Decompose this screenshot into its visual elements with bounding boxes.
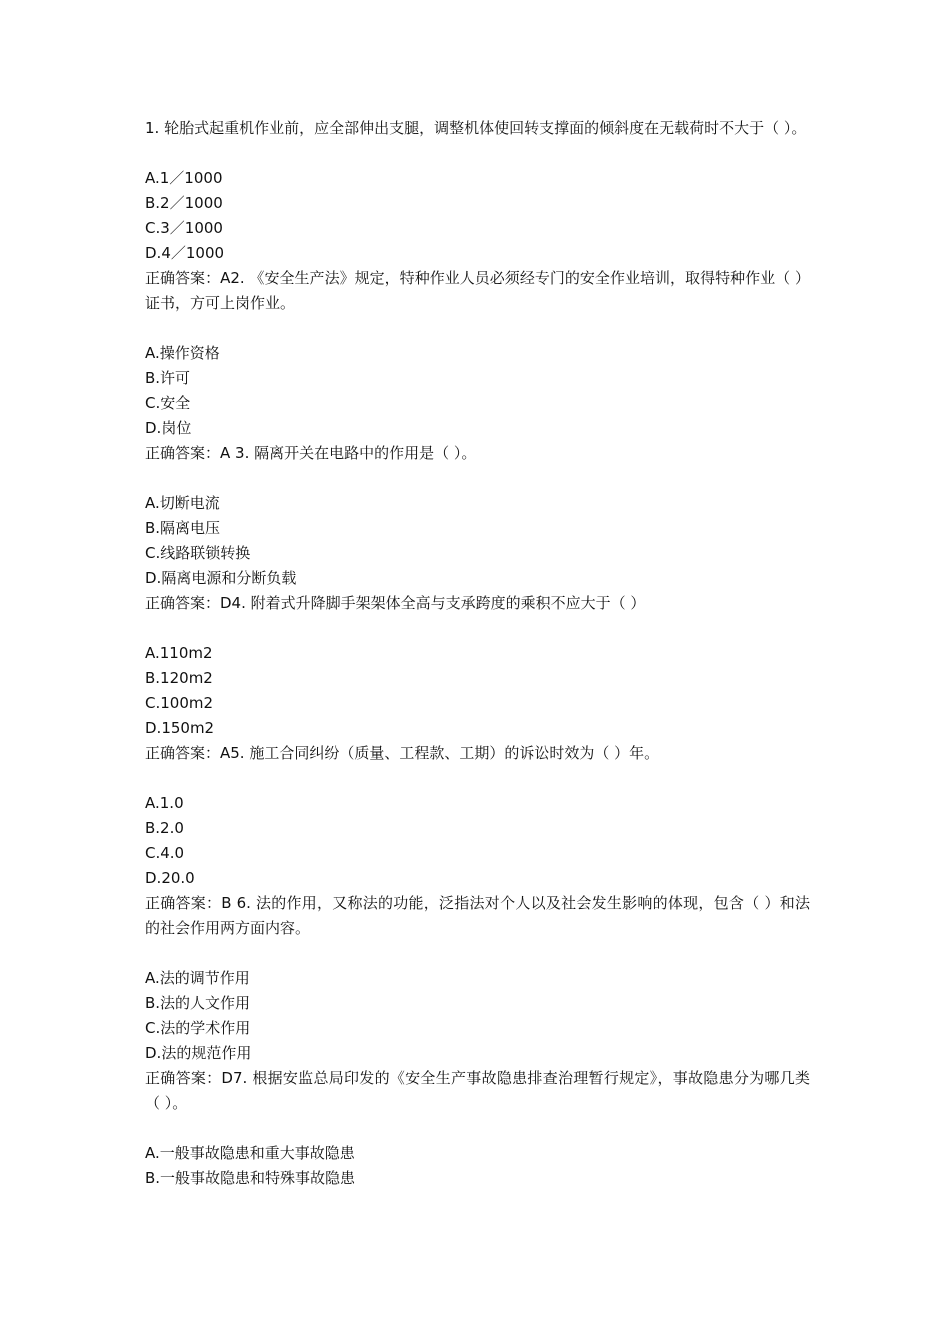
answer-option: C.3／1000 — [145, 219, 223, 237]
answer-option: B.法的人文作用 — [145, 994, 251, 1012]
answer-option: B.隔离电压 — [145, 519, 221, 537]
answer-option: A.1／1000 — [145, 169, 223, 187]
blank-line — [145, 466, 810, 491]
answer-option: A.一般事故隐患和重大事故隐患 — [145, 1144, 355, 1162]
answer-option: C.法的学术作用 — [145, 1019, 251, 1037]
question-text: 正确答案：D4. 附着式升降脚手架架体全高与支承跨度的乘积不应大于（ ） — [145, 594, 646, 612]
answer-option: C.100m2 — [145, 694, 214, 712]
answer-option: D.隔离电源和分断负载 — [145, 569, 297, 587]
answer-option: A.1.0 — [145, 794, 184, 812]
question-text: 正确答案：A 3. 隔离开关在电路中的作用是（ ）。 — [145, 444, 477, 462]
answer-option: D.150m2 — [145, 719, 215, 737]
answer-option: A.110m2 — [145, 644, 213, 662]
question-text: 正确答案：A2. 《安全生产法》规定，特种作业人员必须经专门的安全作业培训，取得特种作业（ ）证书，方可上岗作业。 — [145, 269, 810, 312]
question-text: 1. 轮胎式起重机作业前，应全部伸出支腿，调整机体使回转支撑面的倾斜度在无载荷时不大于（ ）。 — [145, 119, 807, 137]
question-text: 正确答案：B 6. 法的作用，又称法的功能，泛指法对个人以及社会发生影响的体现，包含（ ）和法的社会作用两方面内容。 — [145, 894, 810, 937]
blank-line — [145, 616, 810, 641]
question-text: 正确答案：D7. 根据安监总局印发的《安全生产事故隐患排查治理暂行规定》，事故隐患分为哪几类（ ）。 — [145, 1069, 810, 1112]
answer-option: C.4.0 — [145, 844, 185, 862]
answer-option: C.安全 — [145, 394, 191, 412]
answer-option: A.法的调节作用 — [145, 969, 250, 987]
blank-line — [145, 1116, 810, 1141]
blank-line — [145, 941, 810, 966]
answer-option: B.2／1000 — [145, 194, 223, 212]
answer-option: C.线路联锁转换 — [145, 544, 251, 562]
answer-option: B.许可 — [145, 369, 191, 387]
document-page — [145, 116, 810, 1191]
answer-option: D.4／1000 — [145, 244, 225, 262]
answer-option: B.一般事故隐患和特殊事故隐患 — [145, 1169, 356, 1187]
blank-line — [145, 141, 810, 166]
answer-option: D.法的规范作用 — [145, 1044, 252, 1062]
blank-line — [145, 316, 810, 341]
blank-line — [145, 766, 810, 791]
question-text: 正确答案：A5. 施工合同纠纷（质量、工程款、工期）的诉讼时效为（ ）年。 — [145, 744, 660, 762]
answer-option: D.岗位 — [145, 419, 192, 437]
answer-option: B.2.0 — [145, 819, 184, 837]
answer-option: B.120m2 — [145, 669, 213, 687]
answer-option: A.操作资格 — [145, 344, 220, 362]
answer-option: A.切断电流 — [145, 494, 220, 512]
answer-option: D.20.0 — [145, 869, 195, 887]
